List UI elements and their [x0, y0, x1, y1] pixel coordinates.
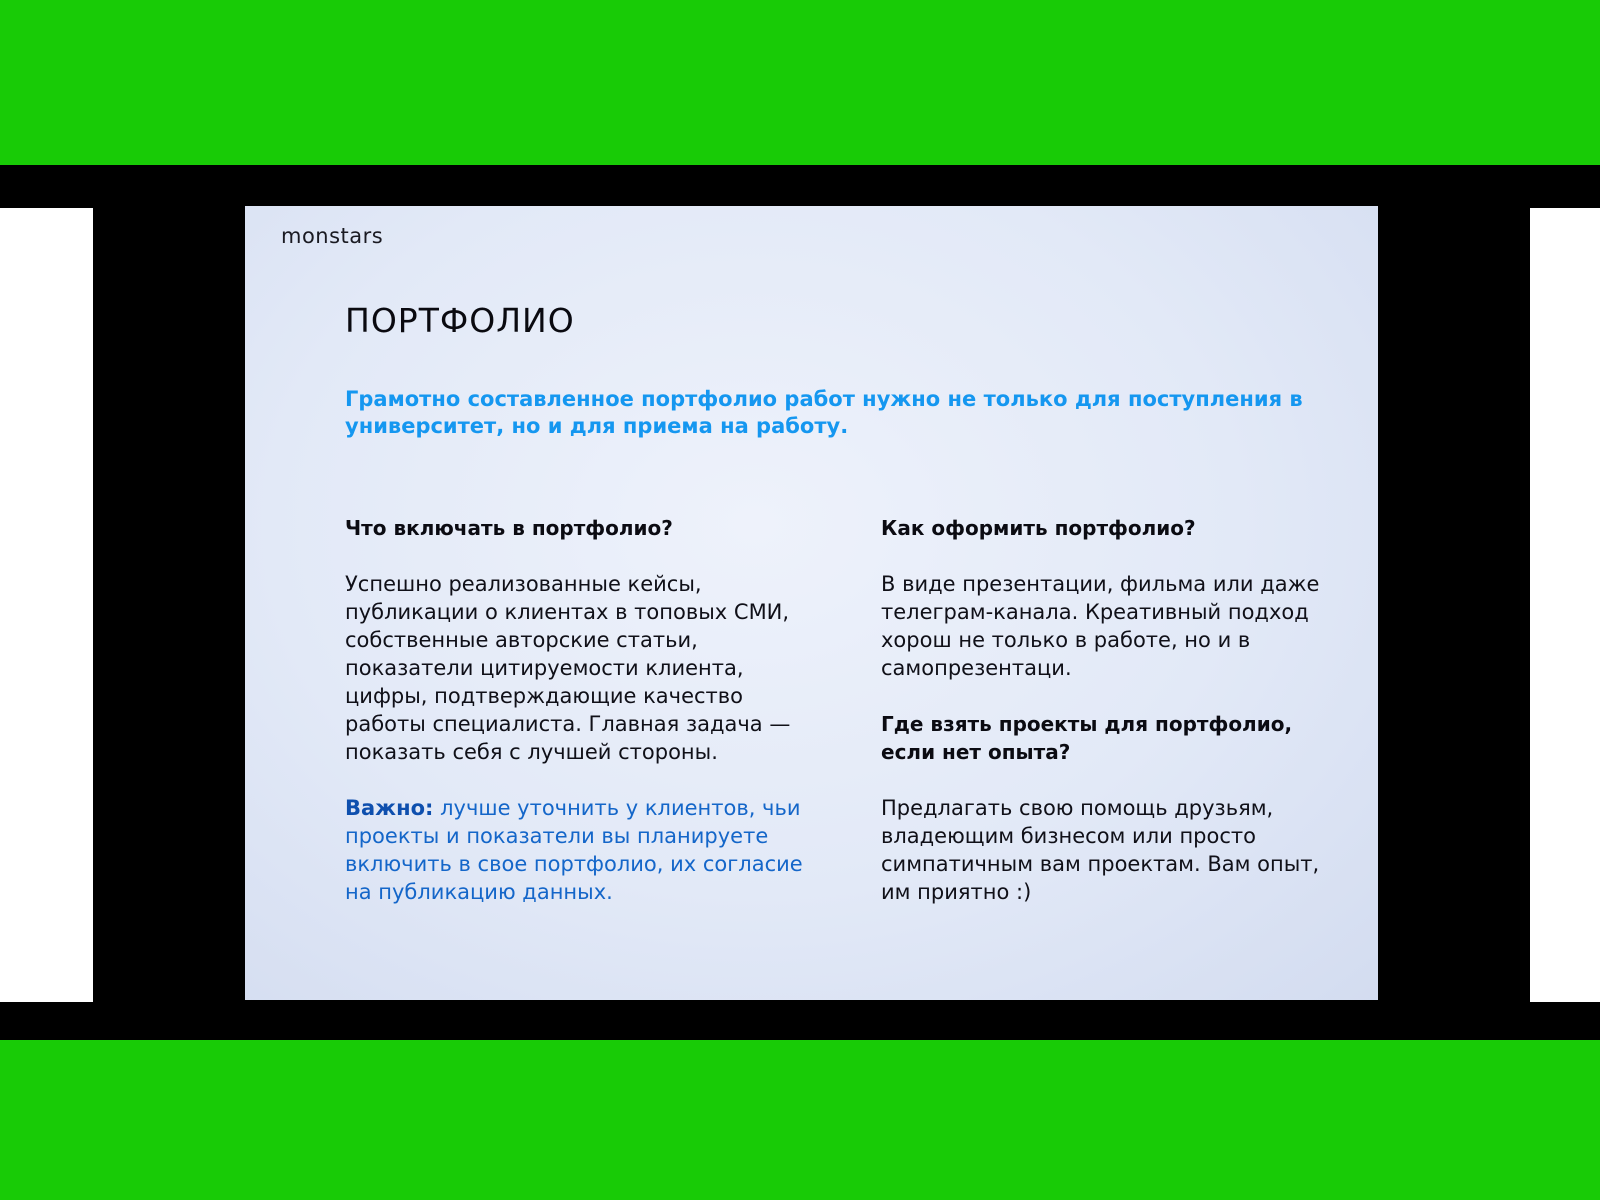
brand-logo: monstars: [281, 224, 384, 248]
important-note-text: лучше уточнить у клиентов, чьи проекты и показатели вы планируете включить в свое портфолио, их согласие на публикацию данных.: [345, 796, 803, 904]
left-column: [345, 514, 805, 934]
green-frame-bottom: [0, 1040, 1600, 1200]
slide-lead-text: Грамотно составленное портфолио работ нужно не только для поступления в университет, но и для приема на работу.: [345, 387, 1303, 438]
presentation-slide: [245, 206, 1378, 1000]
white-side-right: [1530, 208, 1600, 1002]
right-column-body-format: В виде презентации, фильма или даже телеграм-канала. Креативный подход хорош не только в работе, но и в самопрезентаци.: [881, 572, 1320, 680]
right-column-heading-format: Как оформить портфолио?: [881, 516, 1196, 540]
left-column-heading: Что включать в портфолио?: [345, 516, 673, 540]
right-column: [881, 514, 1336, 934]
important-note: [345, 794, 805, 906]
right-column-heading-projects: Где взять проекты для портфолио, если нет опыта?: [881, 712, 1293, 764]
white-side-left: [0, 208, 93, 1002]
green-frame-top: [0, 0, 1600, 165]
slide-title: ПОРТФОЛИО: [345, 301, 575, 340]
important-note-label: Важно:: [345, 796, 434, 820]
left-column-body: Успешно реализованные кейсы, публикации о клиентах в топовых СМИ, собственные авторские статьи, показатели цитируемости клиента, цифры, подтверждающие качество работы специалиста. Главная задача — показать себя с лучшей стороны.: [345, 572, 791, 764]
right-column-body-projects: Предлагать свою помощь друзьям, владеющим бизнесом или просто симпатичным вам проектам. Вам опыт, им приятно :): [881, 796, 1320, 904]
